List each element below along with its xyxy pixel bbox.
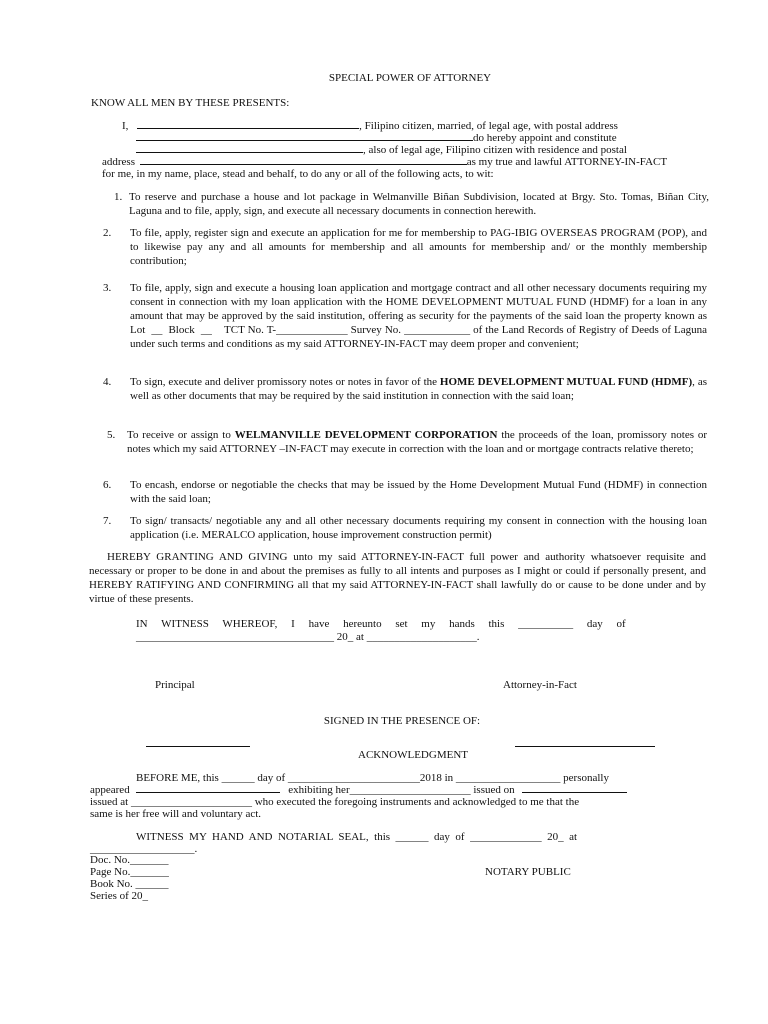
list-item: [103, 478, 707, 506]
acknowledgment-title: ACKNOWLEDGMENT: [358, 749, 468, 761]
notary-public-label: NOTARY PUBLIC: [485, 866, 571, 878]
list-item-text-b: the proceeds of the loan, promissory notes or notes which my said ATTORNEY –IN-FACT may execute in correction with the loan and or mortgage contracts relative thereto;: [127, 429, 708, 456]
granting-paragraph: HEREBY GRANTING AND GIVING unto my said ATTORNEY-IN-FACT full power and authority whatsoever requisite and necessary or proper to be done in and about the premises as fully to all intents and purposes as I might or could if personally present, and HEREBY RATIFYING AND CONFIRMING all that my said ATTORNEY-IN-FACT shall lawfully do or cause to be done under and by virtue of these presents.: [89, 551, 706, 606]
list-item: [103, 226, 707, 268]
list-item-text: [127, 428, 707, 456]
witness-line-1: IN WITNESS WHEREOF, I have hereunto set my hands this __________ day of: [136, 618, 626, 630]
intro-line-1-text: , Filipino citizen, married, of legal age, with postal address: [359, 120, 618, 132]
list-item-text: [130, 375, 707, 403]
hdmf-bold: HOME DEVELOPMENT MUTUAL FUND (HDMF): [439, 376, 693, 388]
attorney-address-blank[interactable]: [140, 155, 467, 165]
list-item: [107, 428, 707, 456]
witness-2-signature-line[interactable]: [515, 746, 655, 747]
intro-address-label: address: [102, 156, 135, 168]
attorney-label: Attorney-in-Fact: [503, 679, 577, 691]
list-item: [103, 375, 707, 403]
doc-no: Doc. No._______: [90, 854, 169, 866]
intro-line-2-text: do hereby appoint and constitute: [473, 132, 617, 144]
seal-line-1: WITNESS MY HAND AND NOTARIAL SEAL, this ______ day of _____________ 20_ at: [136, 831, 578, 843]
list-item-text-b: Survey No. ____________ of the Land Records of Registry of Deeds of Laguna under such terms and conditions as my said ATTORNEY-IN-FACT may deem proper and convenient;: [130, 324, 708, 351]
ack-line-1: BEFORE ME, this ______ day of ________________________2018 in ___________________ personally: [136, 772, 609, 784]
ack-line-4: same is her free will and voluntary act.: [90, 808, 262, 820]
principal-name-blank[interactable]: [137, 119, 359, 129]
issued-on-blank[interactable]: [522, 783, 627, 793]
list-item-text: To file, apply, register sign and execute an application for me for membership to PAG-IBIG OVERSEAS PROGRAM (POP), and to likewise pay any and all amounts for membership and all amounts for membership and/ or the monthly membership contribution;: [130, 227, 707, 268]
list-item-text-a: To receive or assign to: [127, 429, 235, 441]
know-all-heading: KNOW ALL MEN BY THESE PRESENTS:: [91, 97, 290, 109]
signed-presence-heading: SIGNED IN THE PRESENCE OF:: [323, 715, 481, 727]
list-item-text-a: To sign, execute and deliver promissory notes or notes in favor of the: [130, 376, 440, 388]
attorney-name-blank[interactable]: [136, 143, 363, 153]
block-blank[interactable]: __: [200, 324, 212, 337]
list-item-text: To reserve and purchase a house and lot package in Welmanville Biñan Subdivision, located at Brgy. Sto. Tomas, Biñan City, Laguna and to file, apply, sign, and execute all necessary documents in connection herewith.: [129, 191, 709, 218]
lot-blank[interactable]: __: [151, 324, 163, 337]
list-item-number: 7.: [103, 515, 112, 527]
intro-line-3-text: , also of legal age, Filipino citizen with residence and postal: [363, 144, 627, 156]
list-item-text-a: To file, apply, sign and execute a housing loan application and mortgage contract and all other necessary documents requiring my consent in connection with my loan application with the HOME DEVELOPMENT MUTUAL FUND (HDMF) for a loan in any amount that may be approved by the said institution, offering as security for the payments of the said loan the property known as Lot: [130, 282, 707, 337]
list-item-number: 2.: [103, 227, 112, 239]
list-item-number: 4.: [103, 376, 112, 388]
list-item-text: To encash, endorse or negotiable the checks that may be issued by the Home Development Mutual Fund (HDMF) in connection with the said loan;: [130, 479, 707, 506]
list-item-number: 5.: [107, 429, 116, 441]
appeared-label: appeared: [90, 784, 130, 796]
list-item-text-b: , as well as other documents that may be required by the said institution in connection with the said loan;: [130, 376, 707, 403]
principal-address-blank[interactable]: [136, 131, 473, 141]
witness-line-2: ____________________________________ 20_ at ____________________.: [136, 631, 480, 643]
list-item: [103, 514, 707, 542]
book-no: Book No. ______: [90, 878, 169, 890]
seal-line-2: ___________________.: [90, 843, 198, 855]
document-title: SPECIAL POWER OF ATTORNEY: [328, 72, 492, 84]
list-item-number: 3.: [103, 282, 112, 294]
list-item-number: 6.: [103, 479, 112, 491]
list-item-number: 1.: [114, 191, 123, 203]
ack-line-3: issued at ______________________ who executed the foregoing instruments and acknowledged to me that the: [90, 796, 580, 808]
intro-i: I,: [122, 120, 129, 132]
list-item-text: [130, 281, 707, 351]
series-no: Series of 20_: [90, 890, 149, 902]
tct-label: TCT No. T-_____________: [224, 324, 348, 337]
list-item: [103, 281, 707, 351]
witness-1-signature-line[interactable]: [146, 746, 250, 747]
block-label: Block: [168, 324, 195, 337]
intro-line-4-text: as my true and lawful ATTORNEY-IN-FACT: [466, 156, 668, 168]
principal-label: Principal: [155, 679, 195, 691]
intro-line-5: for me, in my name, place, stead and behalf, to do any or all of the following acts, to wit:: [102, 168, 494, 180]
page-no: Page No._______: [90, 866, 169, 878]
exhibiting-text: exhibiting her______________________ issued on: [288, 784, 515, 796]
appeared-name-blank[interactable]: [136, 783, 280, 793]
list-item-text: To sign/ transacts/ negotiable any and all other necessary documents requiring my consent in connection with the housing loan application (i.e. MERALCO application, house improvement construction permit): [130, 515, 707, 542]
welmanville-bold: WELMANVILLE DEVELOPMENT CORPORATION: [234, 429, 498, 441]
list-item: [114, 190, 709, 218]
